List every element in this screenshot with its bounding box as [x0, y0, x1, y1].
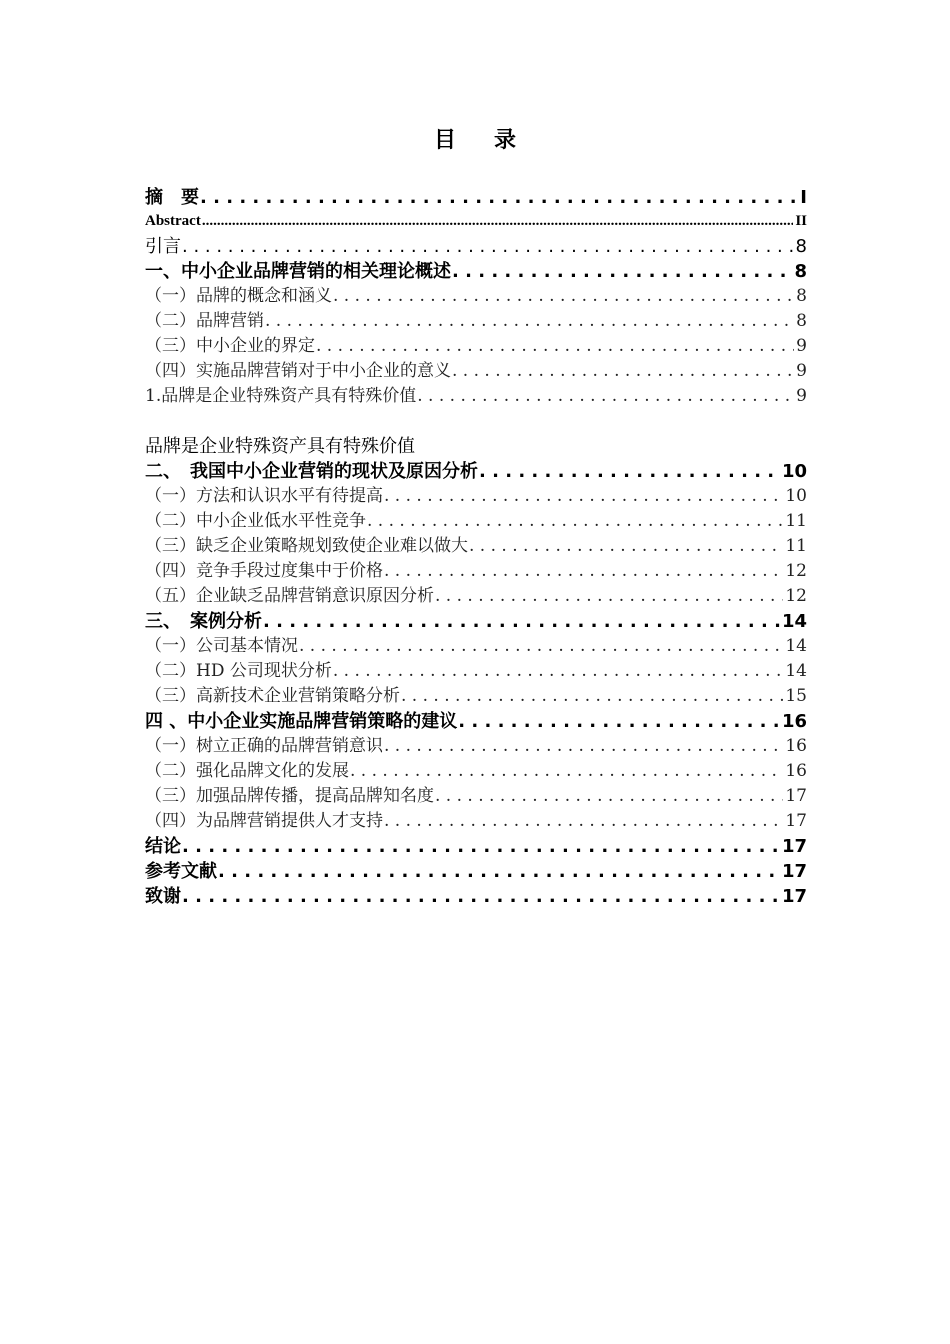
toc-entry[interactable]	[145, 784, 807, 809]
toc-entry-label: 结论	[145, 836, 181, 857]
toc-entry[interactable]	[145, 809, 807, 834]
toc-entry-label: （二）中小企业低水平性竞争	[145, 511, 366, 531]
toc-entry-label: 引言	[145, 236, 181, 257]
toc-leader-dots	[458, 709, 780, 734]
toc-leader-dots	[367, 509, 783, 534]
toc-entry[interactable]	[145, 334, 807, 359]
toc-entry[interactable]	[145, 884, 807, 909]
toc-leader-dots	[417, 384, 794, 409]
toc-entry[interactable]	[145, 409, 807, 434]
toc-entry[interactable]	[145, 259, 807, 284]
toc-entry-page: 12	[785, 586, 807, 606]
toc-leader-dots	[182, 834, 780, 859]
toc-leader-dots	[182, 884, 780, 909]
toc-entry[interactable]	[145, 584, 807, 609]
toc-leader-dots	[265, 309, 794, 334]
toc-entry-page: 17	[781, 886, 807, 907]
toc-entry-page: 11	[785, 511, 807, 531]
toc-entry-page: 16	[781, 711, 807, 732]
toc-entry-label: 品牌是企业特殊资产具有特殊价值	[145, 436, 415, 457]
toc-entry[interactable]	[145, 734, 807, 759]
toc-leader-dots	[333, 284, 794, 309]
toc-entry[interactable]	[145, 559, 807, 584]
toc-entry[interactable]	[145, 384, 807, 409]
toc-leader-dots	[263, 609, 780, 634]
toc-entry[interactable]	[145, 609, 807, 634]
toc-title-char-2: 录	[494, 127, 517, 153]
toc-entry-label: （一）品牌的概念和涵义	[145, 286, 332, 306]
toc-entry[interactable]	[145, 284, 807, 309]
toc-entry[interactable]	[145, 309, 807, 334]
toc-entry-page: 8	[796, 286, 807, 306]
toc-title	[0, 118, 950, 158]
toc-entry[interactable]	[145, 759, 807, 784]
toc-leader-dots	[435, 784, 783, 809]
toc-leader-dots	[401, 684, 783, 709]
toc-entry[interactable]	[145, 509, 807, 534]
toc-entry-page: 8	[795, 236, 807, 257]
toc-entry-page: 15	[785, 686, 807, 706]
toc-entry[interactable]	[145, 634, 807, 659]
toc-entry[interactable]	[145, 684, 807, 709]
toc-entry-page: 14	[785, 661, 807, 681]
toc-entry-label: （四）为品牌营销提供人才支持	[145, 811, 383, 831]
toc-entry[interactable]	[145, 434, 807, 459]
toc-leader-dots	[452, 259, 792, 284]
toc-entry-page: 17	[781, 861, 807, 882]
toc-entry[interactable]	[145, 534, 807, 559]
toc-entry-label: （三）高新技术企业营销策略分析	[145, 686, 400, 706]
toc-entry-label: （三）中小企业的界定	[145, 336, 315, 356]
toc-entry-label: （三）缺乏企业策略规划致使企业难以做大	[145, 536, 468, 556]
toc-leader-dots	[384, 559, 783, 584]
toc-entry-page: 17	[785, 786, 807, 806]
toc-entry-label: （五）企业缺乏品牌营销意识原因分析	[145, 586, 434, 606]
toc-entry-page: I	[800, 187, 807, 208]
toc-entry-label: （二）HD 公司现状分析	[145, 661, 332, 681]
toc-entry-label: （三）加强品牌传播，提高品牌知名度	[145, 786, 434, 806]
toc-entry-page: 8	[796, 311, 807, 331]
toc-entry-page: 9	[796, 336, 807, 356]
toc-leader-dots	[435, 584, 783, 609]
toc-entry[interactable]	[145, 359, 807, 384]
toc-entry-page: 17	[781, 836, 807, 857]
toc-entry-page: 16	[785, 761, 807, 781]
toc-entry-label: 二、 我国中小企业营销的现状及原因分析	[145, 461, 478, 482]
toc-entry-label: 摘 要	[145, 187, 199, 208]
toc-entry-page: 10	[785, 486, 807, 506]
toc-leader-dots	[384, 734, 783, 759]
toc-leader-dots	[384, 484, 783, 509]
toc-entry[interactable]	[145, 859, 807, 884]
toc-list	[145, 185, 807, 909]
toc-entry-page: 12	[785, 561, 807, 581]
toc-entry[interactable]	[145, 484, 807, 509]
toc-entry-label: （二）强化品牌文化的发展	[145, 761, 349, 781]
toc-leader-dots	[200, 185, 798, 210]
toc-entry-label: 四 、中小企业实施品牌营销策略的建议	[145, 711, 458, 732]
toc-leader-dots	[218, 859, 780, 884]
toc-entry-label: 一、中小企业品牌营销的相关理论概述	[145, 261, 451, 282]
toc-entry-page: 8	[794, 261, 807, 282]
toc-entry[interactable]	[145, 210, 807, 234]
toc-entry-page: 14	[785, 636, 807, 656]
toc-entry-label: Abstract	[145, 213, 201, 229]
toc-entry-page: 16	[785, 736, 807, 756]
toc-entry-page: 9	[796, 361, 807, 381]
toc-entry-label: （二）品牌营销	[145, 311, 264, 331]
toc-entry-label: 致谢	[145, 886, 181, 907]
toc-leader-dots	[202, 209, 793, 234]
toc-title-char-1: 目	[433, 127, 456, 153]
toc-leader-dots	[479, 459, 780, 484]
toc-entry-page: 11	[785, 536, 807, 556]
toc-entry-label: （一）方法和认识水平有待提高	[145, 486, 383, 506]
toc-leader-dots	[350, 759, 783, 784]
toc-entry-page: 10	[781, 461, 807, 482]
toc-entry[interactable]	[145, 234, 807, 259]
toc-entry-label: 参考文献	[145, 861, 217, 882]
toc-leader-dots	[333, 659, 784, 684]
toc-entry-page: 14	[781, 611, 807, 632]
toc-entry[interactable]	[145, 834, 807, 859]
toc-entry-page: II	[795, 213, 807, 229]
toc-entry-label: 1.品牌是企业特殊资产具有特殊价值	[145, 386, 417, 406]
toc-leader-dots	[452, 359, 794, 384]
toc-entry[interactable]	[145, 659, 807, 684]
toc-entry-label: （一）树立正确的品牌营销意识	[145, 736, 383, 756]
toc-leader-dots	[316, 334, 794, 359]
toc-entry-label: （四）实施品牌营销对于中小企业的意义	[145, 361, 451, 381]
toc-leader-dots	[384, 809, 783, 834]
toc-entry[interactable]	[145, 459, 807, 484]
toc-entry[interactable]	[145, 709, 807, 734]
toc-leader-dots	[182, 234, 794, 259]
toc-entry-page: 17	[785, 811, 807, 831]
toc-entry-page: 9	[796, 386, 807, 406]
toc-entry-label: （一）公司基本情况	[145, 636, 298, 656]
toc-entry[interactable]	[145, 185, 807, 210]
toc-entry-label: （四）竞争手段过度集中于价格	[145, 561, 383, 581]
toc-leader-dots	[469, 534, 783, 559]
toc-leader-dots	[299, 634, 783, 659]
toc-entry-label: 三、 案例分析	[145, 611, 262, 632]
